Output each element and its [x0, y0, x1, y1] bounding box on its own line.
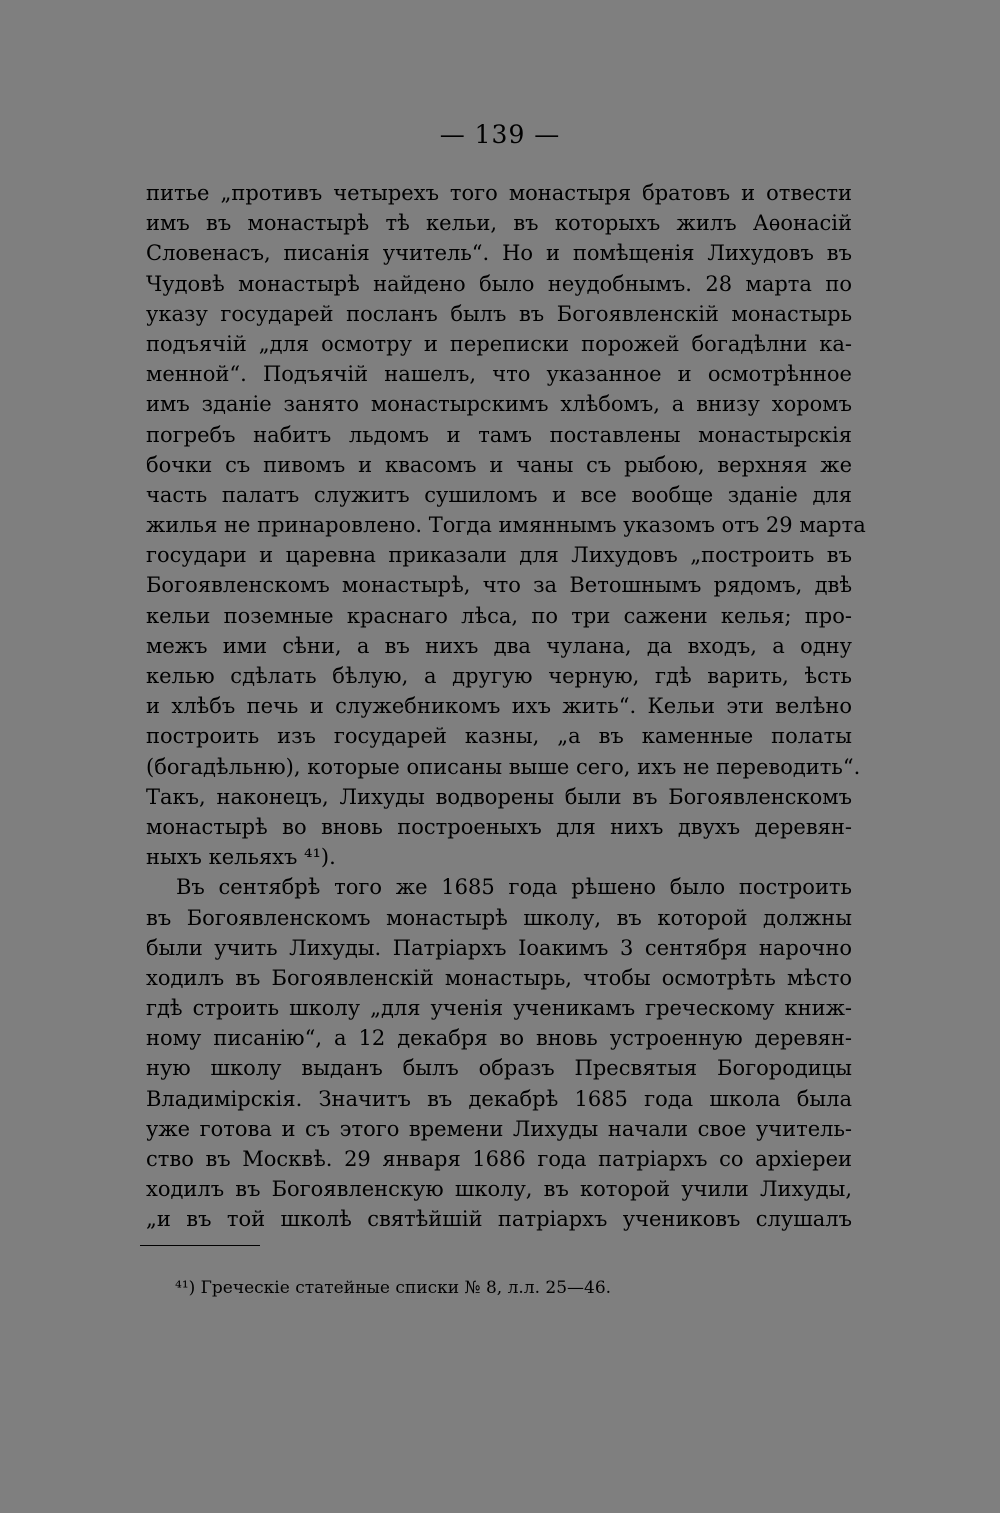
footnote-divider	[140, 1245, 260, 1246]
text-line: въ Богоявленскомъ монастырѣ школу, въ которой должны	[146, 905, 852, 930]
text-line: ходилъ въ Богоявленскую школу, въ которой учили Лихуды,	[146, 1177, 852, 1202]
text-line: ную школу выданъ былъ образъ Пресвятыя Богородицы	[146, 1056, 852, 1081]
text-line: менной“. Подъячій нашелъ, что указанное и осмотрѣнное	[146, 362, 852, 387]
text-line: ному писанію“, а 12 декабря во вновь устроенную деревян-	[146, 1026, 852, 1051]
text-line: построить изъ государей казны, „а въ каменные полаты	[146, 724, 852, 749]
text-line: питье „противъ четырехъ того монастыря братовъ и отвести	[146, 181, 852, 205]
text-line: Чудовѣ монастырѣ найдено было неудобнымъ. 28 марта по	[146, 271, 852, 296]
text-line: государи и царевна приказали для Лихудовъ „построить въ	[146, 543, 852, 568]
text-line: ходилъ въ Богоявленскій монастырь, чтобы осмотрѣть мѣсто	[146, 965, 852, 990]
text-line: подъячій „для осмотру и переписки порожей богадѣлни ка-	[146, 331, 852, 356]
text-line: погребъ набитъ льдомъ и тамъ поставлены монастырскія	[146, 422, 852, 447]
text-line: Словенасъ, писанія учитель“. Но и помѣщенія Лихудовъ въ	[146, 241, 852, 266]
text-line: бочки съ пивомъ и квасомъ и чаны съ рыбою, верхняя же	[146, 452, 852, 477]
text-line: ство въ Москвѣ. 29 января 1686 года патріархъ со архіереи	[146, 1147, 852, 1171]
text-line: имъ въ монастырѣ тѣ кельи, въ которыхъ жилъ Аѳонасій	[146, 211, 852, 236]
text-line: монастырѣ во вновь построеныхъ для нихъ двухъ деревян-	[146, 814, 852, 839]
text-line: указу государей посланъ былъ въ Богоявленскій монастырь	[146, 301, 852, 326]
text-line: „и въ той школѣ святѣйшій патріархъ учениковъ слушалъ	[146, 1207, 852, 1232]
text-line: Въ сентябрѣ того же 1685 года рѣшено было построить	[176, 875, 852, 900]
text-line: имъ зданіе занято монастырскимъ хлѣбомъ, а внизу хоромъ	[146, 392, 852, 417]
text-line: Такъ, наконецъ, Лихуды водворены были въ Богоявленскомъ	[146, 784, 852, 809]
text-line: часть палатъ служитъ сушиломъ и все вообще зданіе для	[146, 482, 852, 507]
text-line: Богоявленскомъ монастырѣ, что за Ветошнымъ рядомъ, двѣ	[146, 573, 852, 598]
body-text	[146, 178, 866, 1235]
footnote: ⁴¹) Греческіе статейные списки № 8, л.л. 25—46.	[175, 1278, 612, 1298]
text-line: гдѣ строить школу „для ученія ученикамъ греческому книж-	[146, 996, 852, 1021]
page-number: — 139 —	[439, 120, 561, 149]
text-line: были учить Лихуды. Патріархъ Іоакимъ 3 сентября нарочно	[146, 935, 852, 960]
text-line: келью сдѣлать бѣлую, а другую черную, гдѣ варить, ѣсть	[146, 664, 852, 688]
text-line: кельи поземные краснаго лѣса, по три сажени келья; про-	[146, 603, 852, 628]
text-line: Владимірскія. Значитъ въ декабрѣ 1685 года школа была	[146, 1086, 852, 1111]
text-line: ныхъ кельяхъ ⁴¹).	[146, 845, 336, 870]
text-line: (богадѣльню), которые описаны выше сего, ихъ не переводить“.	[146, 754, 861, 779]
text-line: и хлѣбъ печь и служебникомъ ихъ жить“. Кельи эти велѣно	[146, 694, 852, 719]
text-line: жилья не принаровлено. Тогда имяннымъ указомъ отъ 29 марта	[146, 513, 866, 538]
text-line: уже готова и съ этого времени Лихуды начали свое учитель-	[146, 1116, 852, 1141]
text-line: межъ ими сѣни, а въ нихъ два чулана, да входъ, а одну	[146, 633, 852, 658]
